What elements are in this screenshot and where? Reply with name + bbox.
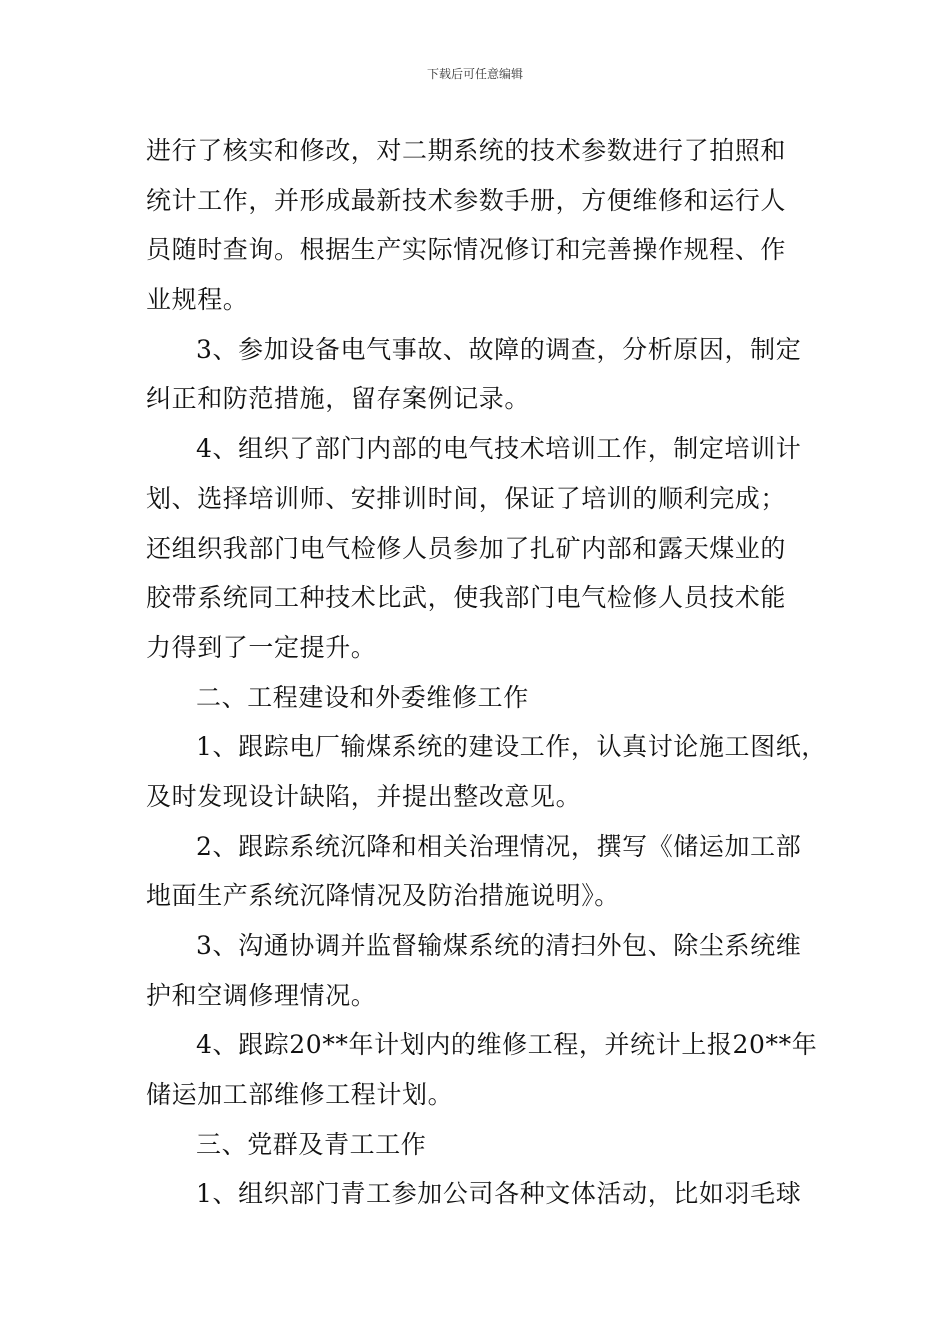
section-heading: 三、党群及青工工作	[196, 1129, 427, 1159]
text-line: 地面生产系统沉降情况及防治措施说明》。	[146, 881, 620, 911]
paragraph-first-line: 4、跟踪20**年计划内的维修工程，并统计上报20**年	[196, 1030, 818, 1060]
text-line: 进行了核实和修改，对二期系统的技术参数进行了拍照和	[146, 136, 787, 165]
paragraph-first-line: 4、组织了部门内部的电气技术培训工作，制定培训计	[196, 434, 802, 464]
text-line: 胶带系统同工种技术比武，使我部门电气检修人员技术能	[146, 583, 787, 613]
text-line: 业规程。	[146, 285, 249, 315]
text-line: 力得到了一定提升。	[146, 632, 377, 662]
paragraph-first-line: 1、跟踪电厂输煤系统的建设工作，认真讨论施工图纸，	[196, 732, 827, 762]
text-line: 划、选择培训师、安排训时间，保证了培训的顺利完成；	[146, 483, 787, 513]
text-line: 纠正和防范措施，留存案例记录。	[146, 384, 531, 414]
document-body	[146, 128, 827, 1221]
paragraph-first-line: 1、组织部门青工参加公司各种文体活动，比如羽毛球	[196, 1179, 802, 1209]
text-line: 护和空调修理情况。	[146, 980, 377, 1010]
text-line: 及时发现设计缺陷，并提出整改意见。	[146, 781, 582, 811]
section-heading: 二、工程建设和外委维修工作	[196, 682, 529, 712]
paragraph-first-line: 2、跟踪系统沉降和相关治理情况，撰写《储运加工部	[196, 831, 802, 861]
text-line: 还组织我部门电气检修人员参加了扎矿内部和露天煤业的	[146, 533, 787, 563]
paragraph-first-line: 3、沟通协调并监督输煤系统的清扫外包、除尘系统维	[196, 931, 802, 960]
page-header-note: 下载后可任意编辑	[426, 67, 523, 81]
text-line: 员随时查询。根据生产实际情况修订和完善操作规程、作	[146, 235, 787, 265]
text-line: 储运加工部维修工程计划。	[146, 1080, 454, 1110]
paragraph-first-line: 3、参加设备电气事故、故障的调查，分析原因，制定	[196, 334, 802, 364]
text-line: 统计工作，并形成最新技术参数手册，方便维修和运行人	[146, 185, 787, 215]
